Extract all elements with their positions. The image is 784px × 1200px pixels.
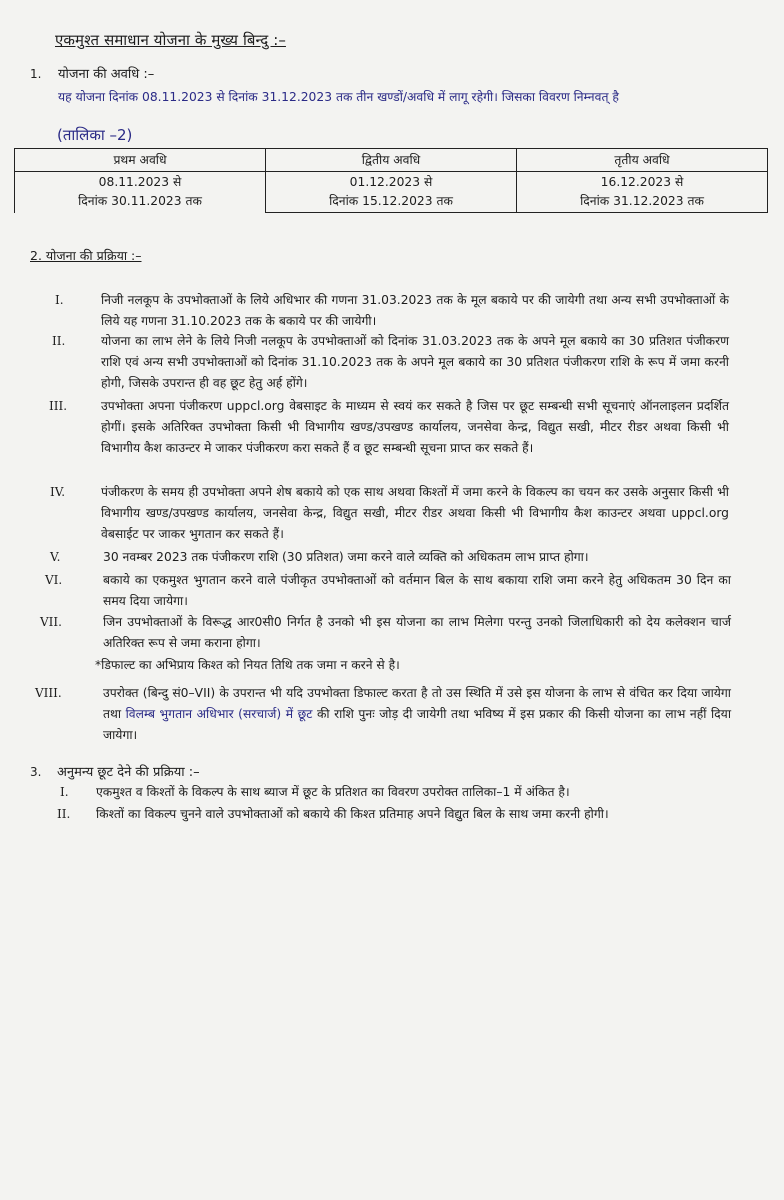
period-end: दिनांक 15.12.2023 तक xyxy=(329,194,453,208)
table-cell xyxy=(15,172,266,213)
section-1-number: 1. xyxy=(30,67,42,81)
item-text: 30 नवम्बर 2023 तक पंजीकरण राशि (30 प्रतिशत) जमा करने वाले व्यक्ति को अधिकतम लाभ प्राप्त होगा। xyxy=(103,550,589,564)
section-2-heading: 2. योजना की प्रक्रिया :– xyxy=(30,248,142,263)
table-row xyxy=(15,172,768,213)
item-number: VIII. xyxy=(35,686,62,700)
item-text-part: की राशि पुनः जोड़ दी जायेगी तथा भविष्य में इस प्रकार की किसी योजना का लाभ नहीं दिया जायेगा। xyxy=(103,707,731,742)
section-1-text: यह योजना दिनांक 08.11.2023 से दिनांक 31.12.2023 तक तीन खण्डों/अवधि में लागू रहेगी। जिसका विवरण निम्नवत् है xyxy=(58,90,619,104)
surcharge-highlight: विलम्ब भुगतान अधिभार (सरचार्ज) में छूट xyxy=(125,707,313,721)
period-end: दिनांक 30.11.2023 तक xyxy=(78,194,202,209)
section-3-heading: अनुमन्य छूट देने की प्रक्रिया :– xyxy=(57,765,200,780)
item-number: V. xyxy=(50,550,61,564)
item-text: उपभोक्ता अपना पंजीकरण uppcl.org वेबसाइट के माध्यम से स्वयं कर सकते है जिस पर छूट सम्बन्धी सभी सूचनाएं ऑनलाइलन प्रदर्शित होगीं। इसके अतिरिक्त उपभोक्ता किसी भी विभागीय खण्ड/उपखण्ड कार्यालय, जनसेवा केन्द्र, विद्युत सखी, मीटर रीडर अथवा किसी भी विभागीय कैश काउन्टर मे जाकर पंजीकरण करा सकते हैं व छूट सम्बन्धी सूचना प्राप्त कर सकते हैं। xyxy=(101,399,729,455)
table-header-cell: तृतीय अवधि xyxy=(517,149,768,172)
section-1-heading: योजना की अवधि :– xyxy=(58,67,155,82)
item-number: VII. xyxy=(40,615,62,629)
period-end: दिनांक 31.12.2023 तक xyxy=(580,194,704,208)
table-cell xyxy=(517,172,768,213)
item-number: IV. xyxy=(50,485,66,499)
table-header-cell: प्रथम अवधि xyxy=(15,149,266,172)
item-number: VI. xyxy=(45,573,63,587)
period-start: 08.11.2023 से xyxy=(98,175,182,190)
item-number: I. xyxy=(60,785,69,799)
item-text: योजना का लाभ लेने के लिये निजी नलकूप के उपभोक्ताओं को दिनांक 31.03.2023 तक के अपने मूल बकाये का 30 प्रतिशत पंजीकरण राशि एवं अन्य सभी उपभोक्ताओं को दिनांक 31.10.2023 तक के अपने मूल बकाये का 30 प्रतिशत पंजीकरण राशि के रूप में जमा करनी होगी, जिसके उपरान्त ही वह छूट हेतु अर्ह होंगे। xyxy=(101,334,729,390)
period-start: 01.12.2023 से xyxy=(349,175,433,189)
item-number: II. xyxy=(52,334,66,348)
item-number: I. xyxy=(55,293,64,307)
table-header-cell: द्वितीय अवधि xyxy=(266,149,517,172)
item-text: पंजीकरण के समय ही उपभोक्ता अपने शेष बकाये को एक साथ अथवा किश्तों में जमा करने के विकल्प का चयन कर उसके अनुसार किसी भी विभागीय खण्ड/उपखण्ड कार्यालय, जनसेवा केन्द्र, विद्युत सखी, मीटर रीडर अथवा किसी भी विभागीय कैश काउन्टर अथवा uppcl.org वेबसाईट पर जाकर भुगतान कर सकते हैं। xyxy=(101,485,729,541)
item-text: एकमुश्त व किश्तों के विकल्प के साथ ब्याज में छूट के प्रतिशत का विवरण उपरोक्त तालिका–1 में अंकित है। xyxy=(96,785,570,799)
document-title: एकमुश्त समाधान योजना के मुख्य बिन्दु :– xyxy=(55,31,286,49)
item-text-part: उपरोक्त (बिन्दु सं0–VII) के उपरान्त भी यदि उपभोक्ता डिफाल्ट करता है तो उस स्थिति में उसे इस योजना के लाभ से वंचित कर दिया जायेगा तथा xyxy=(103,686,731,721)
period-table xyxy=(14,148,768,213)
table-cell xyxy=(266,172,517,213)
item-text xyxy=(103,683,731,746)
item-text: जिन उपभोक्ताओं के विरूद्ध आर0सी0 निर्गत है उनको भी इस योजना का लाभ मिलेगा परन्तु उनको जिलाधिकारी को देय कलेक्शन चार्ज अतिरिक्त रूप से जमा कराना होगा। xyxy=(103,615,731,650)
default-note: *डिफाल्ट का अभिप्राय किश्त को नियत तिथि तक जमा न करने से है। xyxy=(95,658,400,672)
item-number: III. xyxy=(49,399,68,413)
period-start: 16.12.2023 से xyxy=(600,175,684,189)
item-text: बकाये का एकमुश्त भुगतान करने वाले पंजीकृत उपभोक्ताओं को वर्तमान बिल के साथ बकाया राशि जमा करने हेतु अधिकतम 30 दिन का समय दिया जायेगा। xyxy=(103,573,731,608)
item-number: II. xyxy=(57,807,71,821)
item-text: किश्तों का विकल्प चुनने वाले उपभोक्ताओं को बकाये की किश्त प्रतिमाह अपने विद्युत बिल के साथ जमा करनी होगी। xyxy=(96,807,609,821)
table-caption: (तालिका –2) xyxy=(57,126,133,144)
section-3-number: 3. xyxy=(30,765,42,779)
item-text: निजी नलकूप के उपभोक्ताओं के लिये अधिभार की गणना 31.03.2023 तक के मूल बकाये पर की जायेगी तथा अन्य सभी उपभोक्ताओं के लिये यह गणना 31.10.2023 तक के बकाये पर की जायेगी। xyxy=(101,293,729,328)
table-header-row xyxy=(15,149,768,172)
